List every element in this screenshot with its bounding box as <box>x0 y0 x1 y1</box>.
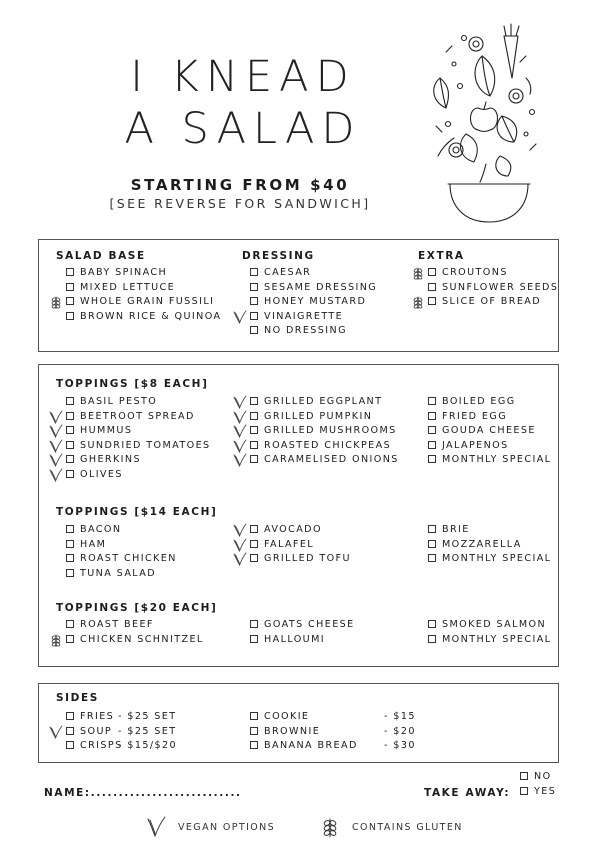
option-label: HONEY MUSTARD <box>264 296 367 307</box>
option-label: GRILLED EGGPLANT <box>264 396 383 407</box>
option-soup[interactable] <box>66 726 177 738</box>
option-checkbox[interactable] <box>428 554 436 562</box>
option-sundried-tomatoes[interactable] <box>66 440 211 452</box>
option-checkbox[interactable] <box>66 412 74 420</box>
option-label: ROAST CHICKEN <box>80 553 177 564</box>
option-checkbox[interactable] <box>428 397 436 405</box>
option-basil-pesto[interactable] <box>66 396 157 408</box>
option-checkbox[interactable] <box>66 441 74 449</box>
option-checkbox[interactable] <box>66 470 74 478</box>
option-roast-beef[interactable] <box>66 619 154 631</box>
option-label: CROUTONS <box>442 267 508 278</box>
vegan-mark-icon <box>233 424 247 438</box>
take-away-no-checkbox[interactable] <box>520 772 528 780</box>
option-checkbox[interactable] <box>428 268 436 276</box>
vegan-mark-icon <box>49 468 63 482</box>
option-checkbox[interactable] <box>428 441 436 449</box>
option-monthly-special[interactable] <box>428 634 551 646</box>
option-label: FALAFEL <box>264 539 315 550</box>
option-checkbox[interactable] <box>428 297 436 305</box>
take-away-yes-label: YES <box>534 786 557 797</box>
option-croutons[interactable] <box>428 267 508 279</box>
option-grilled-mushrooms[interactable] <box>250 425 397 437</box>
option-halloumi[interactable] <box>250 634 325 646</box>
option-caesar[interactable] <box>250 267 311 279</box>
option-honey-mustard[interactable] <box>250 296 366 308</box>
option-label: MIXED LETTUCE <box>80 282 176 293</box>
option-label: AVOCADO <box>264 524 322 535</box>
option-label: GHERKINS <box>80 454 141 465</box>
option-label: BEETROOT SPREAD <box>80 411 195 422</box>
option-label: JALAPENOS <box>442 440 509 451</box>
gluten-mark-icon <box>49 633 63 647</box>
option-smoked-salmon[interactable] <box>428 619 546 631</box>
option-label: GRILLED MUSHROOMS <box>264 425 397 436</box>
option-checkbox[interactable] <box>428 635 436 643</box>
option-ham[interactable] <box>66 539 106 551</box>
option-label: SMOKED SALMON <box>442 619 547 630</box>
vegan-mark-icon <box>233 538 247 552</box>
option-price: - $20 <box>384 726 416 737</box>
gluten-mark-icon <box>49 295 63 309</box>
option-gherkins[interactable] <box>66 454 141 466</box>
gluten-mark-icon <box>411 295 425 309</box>
option-crisps[interactable] <box>66 740 177 752</box>
vegan-mark-icon <box>233 439 247 453</box>
option-baby-spinach[interactable] <box>66 267 167 279</box>
option-label: BROWN RICE & QUINOA <box>80 311 222 322</box>
option-checkbox[interactable] <box>250 326 258 334</box>
option-label: MONTHLY SPECIAL <box>442 634 552 645</box>
option-label: BACON <box>80 524 122 535</box>
option-checkbox[interactable] <box>66 635 74 643</box>
option-checkbox[interactable] <box>428 525 436 533</box>
vegan-mark-icon <box>49 453 63 467</box>
option-checkbox[interactable] <box>250 554 258 562</box>
option-label: BASIL PESTO <box>80 396 158 407</box>
salad-bowl-illustration <box>420 16 555 228</box>
option-label: SOUP <box>80 726 113 737</box>
option-label: NO DRESSING <box>264 325 347 336</box>
option-checkbox[interactable] <box>250 312 258 320</box>
toppings-8-heading: TOPPINGS [$8 EACH] <box>56 378 209 390</box>
option-label: FRIED EGG <box>442 411 508 422</box>
option-checkbox[interactable] <box>250 727 258 735</box>
option-checkbox[interactable] <box>250 397 258 405</box>
title-line-2: A SALAD <box>124 104 362 154</box>
option-label: BABY SPINACH <box>80 267 168 278</box>
option-price: - $25 SET <box>118 711 177 722</box>
option-checkbox[interactable] <box>250 635 258 643</box>
option-checkbox[interactable] <box>66 741 74 749</box>
option-label: OLIVES <box>80 469 123 480</box>
option-jalapenos[interactable] <box>428 440 509 452</box>
option-checkbox[interactable] <box>250 455 258 463</box>
option-label: VINAIGRETTE <box>264 311 344 322</box>
option-label: HUMMUS <box>80 425 133 436</box>
option-label: HAM <box>80 539 107 550</box>
option-hummus[interactable] <box>66 425 132 437</box>
option-label: HALLOUMI <box>264 634 326 645</box>
option-checkbox[interactable] <box>66 620 74 628</box>
option-brown-rice-and-quinoa[interactable] <box>66 311 221 323</box>
option-gouda-cheese[interactable] <box>428 425 536 437</box>
vegan-icon <box>146 816 166 838</box>
vegan-mark-icon <box>233 552 247 566</box>
option-label: CHICKEN SCHNITZEL <box>80 634 204 645</box>
vegan-mark-icon <box>49 439 63 453</box>
option-beetroot-spread[interactable] <box>66 411 195 423</box>
option-fried-egg[interactable] <box>428 411 507 423</box>
title-line-1: I KNEAD <box>130 52 356 102</box>
option-roasted-chickpeas[interactable] <box>250 440 391 452</box>
option-label: GRILLED PUMPKIN <box>264 411 373 422</box>
option-label: TUNA SALAD <box>80 568 157 579</box>
option-checkbox[interactable] <box>66 727 74 735</box>
option-checkbox[interactable] <box>250 297 258 305</box>
option-monthly-special[interactable] <box>428 454 551 466</box>
option-sesame-dressing[interactable] <box>250 282 377 294</box>
option-cookie[interactable] <box>250 711 416 723</box>
vegan-mark-icon <box>49 410 63 424</box>
vegan-mark-icon <box>233 310 247 324</box>
dressing-heading: DRESSING <box>242 250 315 262</box>
option-checkbox[interactable] <box>250 525 258 533</box>
starting-price: STARTING FROM $40 <box>130 176 350 194</box>
option-checkbox[interactable] <box>66 297 74 305</box>
option-checkbox[interactable] <box>250 540 258 548</box>
option-brownie[interactable] <box>250 726 416 738</box>
gluten-mark-icon <box>411 266 425 280</box>
option-label: ROASTED CHICKPEAS <box>264 440 392 451</box>
option-checkbox[interactable] <box>250 412 258 420</box>
gluten-icon <box>320 816 340 838</box>
option-checkbox[interactable] <box>250 620 258 628</box>
vegan-mark-icon <box>233 453 247 467</box>
option-label: BOILED EGG <box>442 396 516 407</box>
vegan-mark-icon <box>233 523 247 537</box>
option-label: ROAST BEEF <box>80 619 154 630</box>
option-checkbox[interactable] <box>428 540 436 548</box>
take-away-label: TAKE AWAY: <box>424 787 511 799</box>
reverse-note: [SEE REVERSE FOR SANDWICH] <box>109 196 371 211</box>
take-away-no-label: NO <box>534 771 552 782</box>
toppings-20-heading: TOPPINGS [$20 EACH] <box>56 602 218 614</box>
option-label: MOZZARELLA <box>442 539 522 550</box>
take-away-yes-checkbox[interactable] <box>520 787 528 795</box>
option-checkbox[interactable] <box>428 426 436 434</box>
option-price: - $30 <box>384 740 416 751</box>
vegan-mark-icon <box>233 395 247 409</box>
option-slice-of-bread[interactable] <box>428 296 541 308</box>
option-whole-grain-fussili[interactable] <box>66 296 214 308</box>
option-label: SUNDRIED TOMATOES <box>80 440 211 451</box>
take-away-yes-option[interactable] <box>520 786 556 798</box>
option-checkbox[interactable] <box>250 441 258 449</box>
option-boiled-egg[interactable] <box>428 396 516 408</box>
take-away-no-option[interactable] <box>520 771 552 783</box>
option-checkbox[interactable] <box>66 569 74 577</box>
option-brie[interactable] <box>428 524 470 536</box>
option-checkbox[interactable] <box>250 426 258 434</box>
option-checkbox[interactable] <box>428 283 436 291</box>
option-checkbox[interactable] <box>66 540 74 548</box>
option-checkbox[interactable] <box>66 312 74 320</box>
option-chicken-schnitzel[interactable] <box>66 634 204 646</box>
option-mixed-lettuce[interactable] <box>66 282 175 294</box>
vegan-mark-icon <box>233 410 247 424</box>
option-checkbox[interactable] <box>66 712 74 720</box>
option-checkbox[interactable] <box>66 554 74 562</box>
option-monthly-special[interactable] <box>428 553 551 565</box>
option-checkbox[interactable] <box>66 525 74 533</box>
option-olives[interactable] <box>66 469 123 481</box>
option-checkbox[interactable] <box>66 455 74 463</box>
option-checkbox[interactable] <box>66 268 74 276</box>
option-label: CAESAR <box>264 267 312 278</box>
option-label: GRILLED TOFU <box>264 553 351 564</box>
option-bacon[interactable] <box>66 524 121 536</box>
option-label: FRIES <box>80 711 115 722</box>
option-label: WHOLE GRAIN FUSSILI <box>80 296 215 307</box>
option-checkbox[interactable] <box>428 412 436 420</box>
option-label: CRISPS <box>80 740 123 751</box>
vegan-mark-icon <box>49 725 63 739</box>
option-grilled-eggplant[interactable] <box>250 396 382 408</box>
gluten-legend-label: CONTAINS GLUTEN <box>352 822 463 833</box>
option-banana-bread[interactable] <box>250 740 416 752</box>
option-sunflower-seeds[interactable] <box>428 282 558 294</box>
vegan-legend-label: VEGAN OPTIONS <box>178 822 276 833</box>
option-checkbox[interactable] <box>250 283 258 291</box>
option-label: MONTHLY SPECIAL <box>442 454 552 465</box>
option-roast-chicken[interactable] <box>66 553 177 565</box>
option-label: BANANA BREAD <box>264 740 358 751</box>
option-caramelised-onions[interactable] <box>250 454 399 466</box>
option-avocado[interactable] <box>250 524 322 536</box>
sides-heading: SIDES <box>56 692 99 704</box>
option-goats-cheese[interactable] <box>250 619 355 631</box>
bowl-icon <box>450 184 528 222</box>
option-price: - $15/$20 <box>118 740 177 751</box>
option-checkbox[interactable] <box>66 283 74 291</box>
option-price: - $15 <box>384 711 416 722</box>
option-checkbox[interactable] <box>250 712 258 720</box>
option-checkbox[interactable] <box>66 397 74 405</box>
option-tuna-salad[interactable] <box>66 568 156 580</box>
option-checkbox[interactable] <box>428 455 436 463</box>
option-price: - $25 SET <box>118 726 177 737</box>
option-no-dressing[interactable] <box>250 325 347 337</box>
extra-heading: EXTRA <box>418 250 465 262</box>
option-grilled-tofu[interactable] <box>250 553 351 565</box>
option-label: COOKIE <box>264 711 310 722</box>
vegan-mark-icon <box>49 424 63 438</box>
option-falafel[interactable] <box>250 539 314 551</box>
option-grilled-pumpkin[interactable] <box>250 411 372 423</box>
option-checkbox[interactable] <box>250 741 258 749</box>
option-label: CARAMELISED ONIONS <box>264 454 399 465</box>
option-label: MONTHLY SPECIAL <box>442 553 552 564</box>
option-checkbox[interactable] <box>66 426 74 434</box>
option-checkbox[interactable] <box>428 620 436 628</box>
option-label: GOUDA CHEESE <box>442 425 536 436</box>
name-field[interactable]: NAME:........................... <box>44 787 242 799</box>
toppings-14-heading: TOPPINGS [$14 EACH] <box>56 506 218 518</box>
option-label: BRIE <box>442 524 470 535</box>
option-label: SLICE OF BREAD <box>442 296 542 307</box>
option-label: BROWNIE <box>264 726 321 737</box>
salad-base-heading: SALAD BASE <box>56 250 146 262</box>
option-vinaigrette[interactable] <box>250 311 343 323</box>
option-fries[interactable] <box>66 711 177 723</box>
option-label: GOATS CHEESE <box>264 619 355 630</box>
option-checkbox[interactable] <box>250 268 258 276</box>
option-label: SUNFLOWER SEEDS <box>442 282 559 293</box>
option-label: SESAME DRESSING <box>264 282 378 293</box>
option-mozzarella[interactable] <box>428 539 522 551</box>
